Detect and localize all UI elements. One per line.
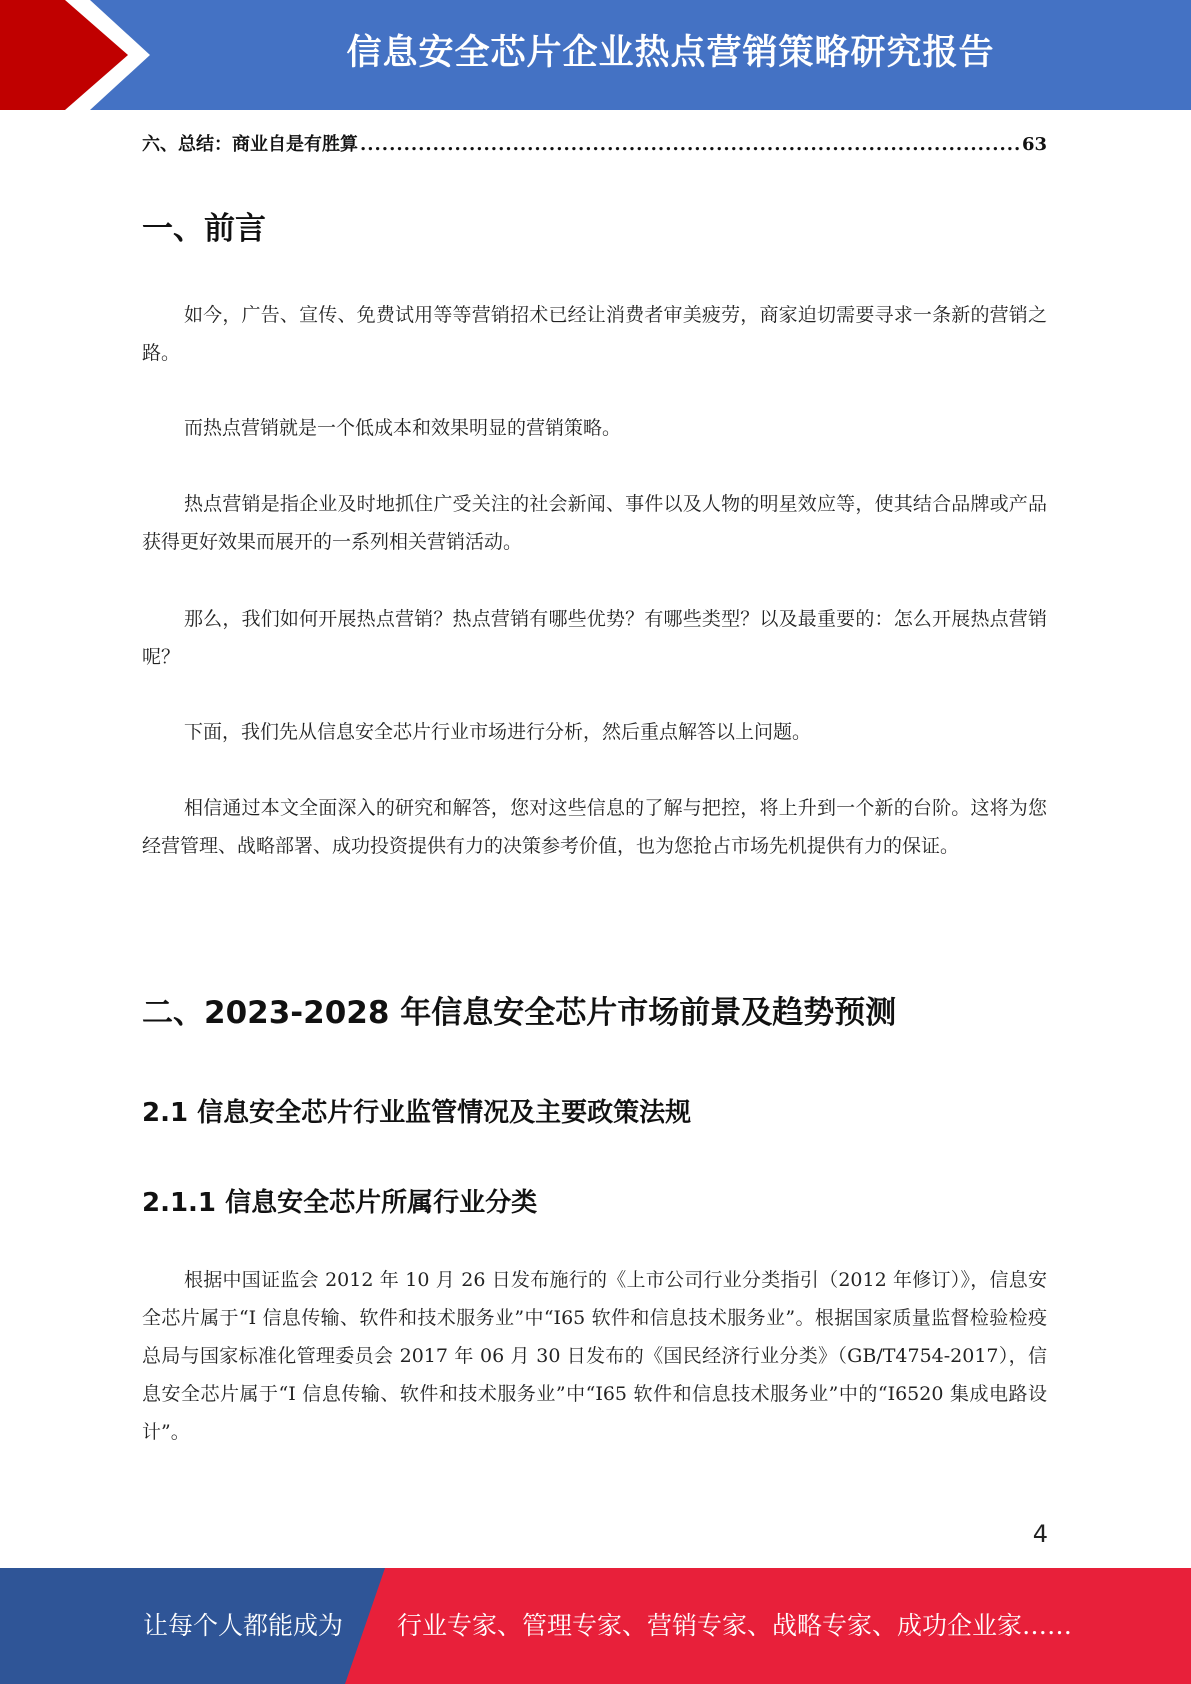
toc-entry[interactable] bbox=[142, 130, 1047, 156]
page-number: 4 bbox=[1032, 1520, 1048, 1548]
section-heading-preface: 一、前言 bbox=[142, 211, 266, 247]
footer-banner bbox=[0, 1568, 1191, 1684]
paragraph: 那么，我们如何开展热点营销？热点营销有哪些优势？有哪些类型？以及最重要的：怎么开展热点营销呢？ bbox=[142, 608, 1047, 668]
paragraph: 根据中国证监会 2012 年 10 月 26 日发布施行的《上市公司行业分类指引（2012 年修订）》，信息安全芯片属于“I 信息传输、软件和技术服务业”中“I65 软件和信息技术服务业”。根据国家质量监督检验检疫总局与国家标准化管理委员会 2017 年 06 月 30 日发布的《国民经济行业分类》（GB/T4754-2017），信息安全芯片属于“I 信息传输、软件和技术服务业”中“I65 软件和信息技术服务业”中的“I6520 集成电路设计”。 bbox=[142, 1269, 1047, 1443]
section-heading-market-forecast: 二、2023-2028 年信息安全芯片市场前景及趋势预测 bbox=[142, 995, 897, 1031]
paragraph: 如今，广告、宣传、免费试用等等营销招术已经让消费者审美疲劳，商家迫切需要寻求一条新的营销之路。 bbox=[142, 304, 1047, 364]
subsection-heading-industry-classification: 2.1.1 信息安全芯片所属行业分类 bbox=[142, 1188, 538, 1218]
toc-leader-dots bbox=[360, 134, 1020, 155]
paragraph: 而热点营销就是一个低成本和效果明显的营销策略。 bbox=[184, 417, 622, 439]
paragraph: 相信通过本文全面深入的研究和解答，您对这些信息的了解与把控，将上升到一个新的台阶。这将为您经营管理、战略部署、成功投资提供有力的决策参考价值，也为您抢占市场先机提供有力的保证。 bbox=[142, 797, 1047, 857]
subsection-heading-regulation: 2.1 信息安全芯片行业监管情况及主要政策法规 bbox=[142, 1098, 692, 1128]
header-banner bbox=[0, 0, 1191, 110]
footer-slogan-left: 让每个人都能成为 bbox=[143, 1611, 344, 1640]
footer-slogan-right: 行业专家、管理专家、营销专家、战略专家、成功企业家…… bbox=[397, 1611, 1073, 1640]
toc-entry-page: 63 bbox=[1021, 134, 1047, 155]
paragraph: 热点营销是指企业及时地抓住广受关注的社会新闻、事件以及人物的明星效应等，使其结合品牌或产品获得更好效果而展开的一系列相关营销活动。 bbox=[142, 493, 1047, 553]
paragraph: 下面，我们先从信息安全芯片行业市场进行分析，然后重点解答以上问题。 bbox=[184, 721, 812, 743]
header-title: 信息安全芯片企业热点营销策略研究报告 bbox=[346, 33, 995, 73]
toc-entry-label: 六、总结：商业自是有胜算 bbox=[142, 134, 358, 155]
